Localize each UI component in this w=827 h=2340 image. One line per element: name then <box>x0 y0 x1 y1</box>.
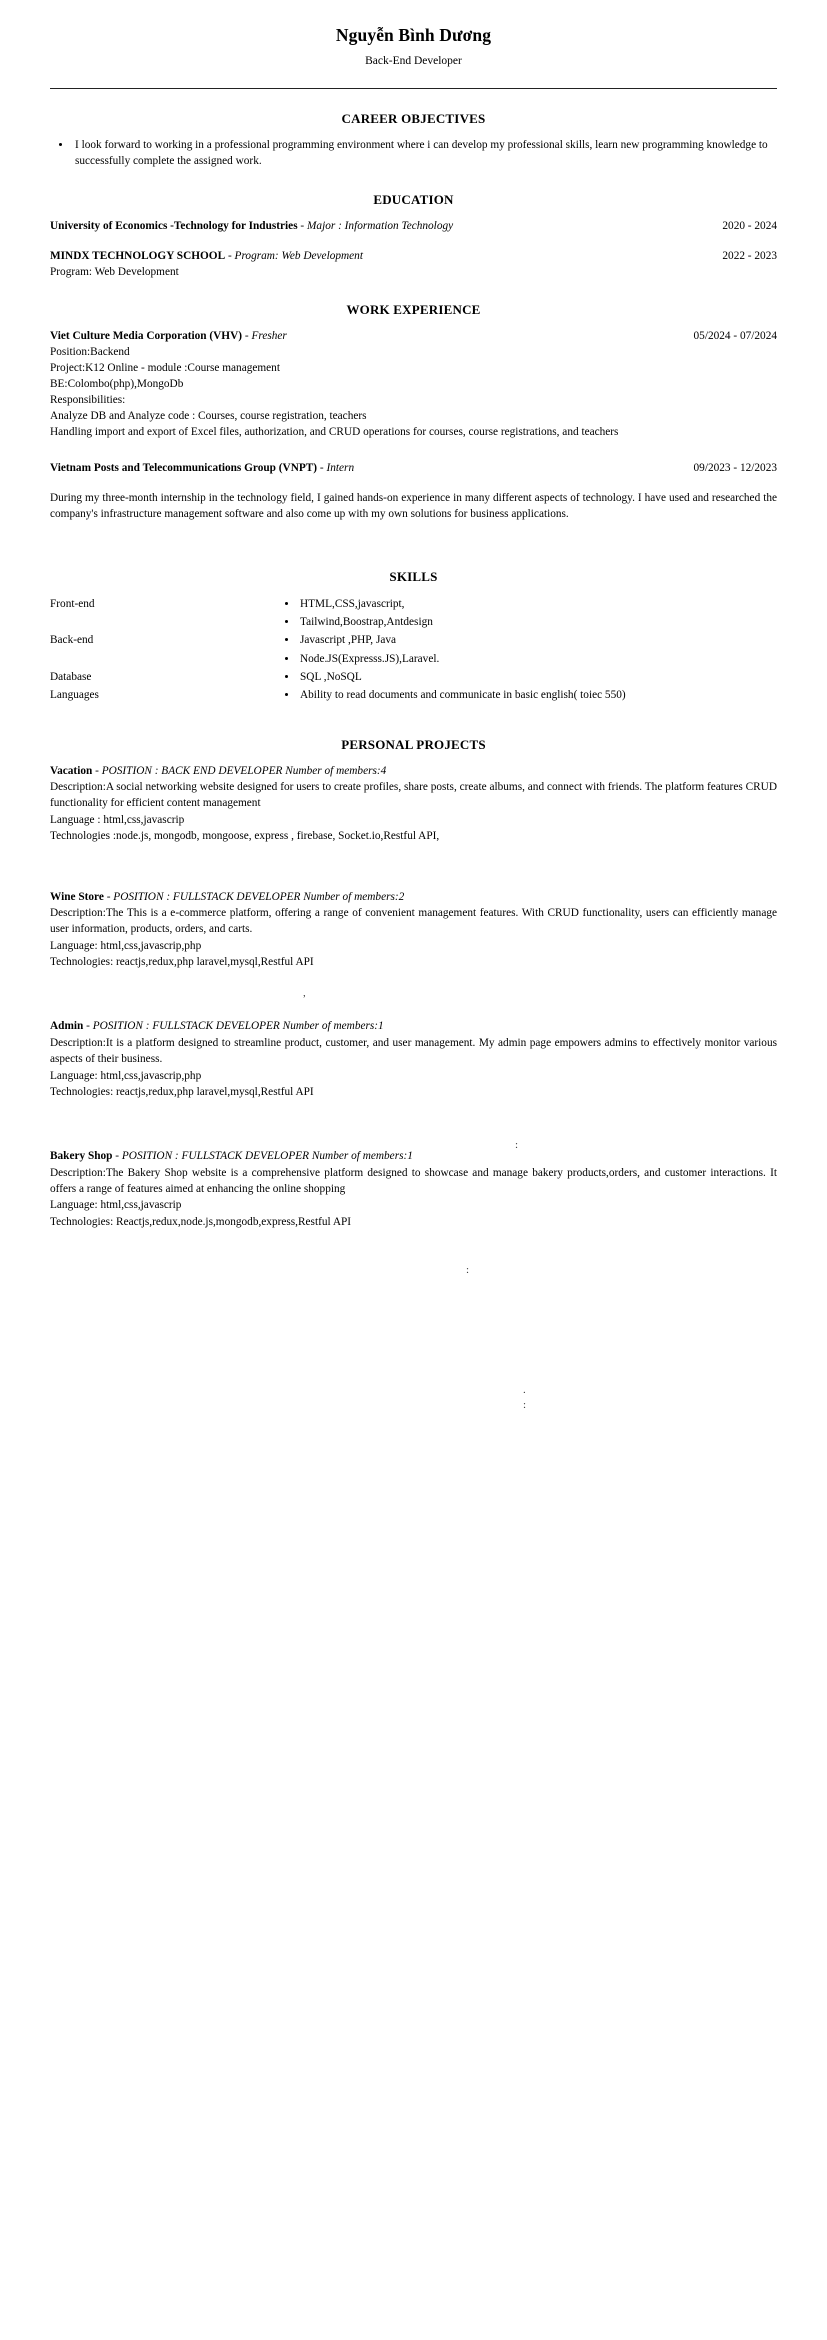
list-item: • Javascript ,PHP, Java <box>298 631 777 649</box>
spacer <box>50 974 777 996</box>
project-technologies: Technologies: reactjs,redux,php laravel,mysql,Restful API <box>50 1085 314 1098</box>
skill-category-label: Back-end <box>50 634 94 647</box>
project-language: Language: html,css,javascrip <box>50 1199 182 1212</box>
skill-row <box>50 595 777 632</box>
work-paragraph: During my three-month internship in the technology field, I gained hands-on experience in many different aspects of technology. I have used and researched the company's infrastructure management software and also come up with my own solutions for business applications. <box>50 492 777 521</box>
skill-items <box>282 668 777 686</box>
project-members: Number of members:2 <box>303 890 405 903</box>
project-name: Admin <box>50 1020 84 1033</box>
project-head <box>50 763 777 779</box>
education-entry-head <box>50 218 777 234</box>
project-description: Description:A social networking website designed for users to create profiles, share posts, create albums, and connect with friends. The platform features CRUD functionality for efficient content management <box>50 781 777 810</box>
project-technologies: Technologies: reactjs,redux,php laravel,mysql,Restful API <box>50 956 314 968</box>
project-separator: - <box>112 1150 122 1163</box>
header-divider <box>50 88 777 89</box>
list-item: • Tailwind,Boostrap,Antdesign <box>298 613 777 631</box>
work-entry-head <box>50 328 777 344</box>
project-head <box>50 1148 777 1164</box>
education-extra: Program: Web Development <box>50 265 179 278</box>
resume-content <box>50 0 777 1230</box>
skills-table <box>50 595 777 705</box>
spacer <box>50 705 777 715</box>
spacer <box>50 996 777 1018</box>
skill-items <box>282 631 777 668</box>
project-name: Bakery Shop <box>50 1150 113 1163</box>
project-members: Number of members:4 <box>285 764 387 777</box>
education-entry-head <box>50 248 777 264</box>
work-date: 05/2024 - 07/2024 <box>693 329 777 342</box>
list-item: • I look forward to working in a professional programming environment where i can develop my professional skills, learn new programming knowledge to successfully complete the assigned work. <box>72 137 777 170</box>
section-education <box>50 192 777 280</box>
section-title-work: WORK EXPERIENCE <box>346 301 481 317</box>
education-school: University of Economics -Technology for Industries <box>50 219 298 232</box>
stray-mark: : <box>523 1399 527 1411</box>
project-head <box>50 1018 777 1034</box>
objectives-list <box>50 137 777 170</box>
work-entry-head <box>50 460 777 476</box>
skill-category-label: Database <box>50 671 92 684</box>
section-title-objectives: CAREER OBJECTIVES <box>341 111 486 126</box>
spacer <box>50 1126 777 1148</box>
section-title-skills: SKILLS <box>389 568 438 584</box>
spacer <box>50 529 777 547</box>
skill-row <box>50 686 777 704</box>
section-title-education: EDUCATION <box>373 191 454 207</box>
resume-header <box>50 0 777 89</box>
spacer <box>50 446 777 460</box>
work-date: 09/2023 - 12/2023 <box>693 462 777 475</box>
education-entry-title <box>50 248 722 264</box>
section-personal-projects <box>50 705 777 1231</box>
work-company: Vietnam Posts and Telecommunications Group (VNPT) <box>50 462 318 475</box>
project-position: POSITION : FULLSTACK DEVELOPER <box>113 890 301 903</box>
list-item: • Ability to read documents and communicate in basic english( toiec 550) <box>298 686 777 704</box>
spacer <box>50 871 777 889</box>
project-technologies: Technologies: Reactjs,redux,node.js,mongodb,express,Restful API <box>50 1215 352 1228</box>
work-detail-line: Project:K12 Online - module :Course management <box>50 361 280 374</box>
work-entry-body <box>50 344 777 440</box>
stray-mark: . <box>523 1384 526 1396</box>
project-separator: - <box>103 890 114 903</box>
work-role: Intern <box>326 462 355 475</box>
list-item: • HTML,CSS,javascript, <box>298 595 777 613</box>
skill-items <box>282 686 777 704</box>
list-item: • SQL ,NoSQL <box>298 668 777 686</box>
project-members: Number of members:1 <box>311 1150 413 1163</box>
project-position: POSITION : FULLSTACK DEVELOPER <box>92 1020 280 1033</box>
project-members: Number of members:1 <box>282 1020 384 1033</box>
list-item: • Node.JS(Expresss.JS),Laravel. <box>298 650 777 668</box>
project-language: Language: html,css,javascrip,php <box>50 939 202 952</box>
project-entry <box>50 889 777 971</box>
section-career-objectives <box>50 111 777 170</box>
project-description: Description:The Bakery Shop website is a comprehensive platform designed to showcase and manage bakery products,orders, and customer interactions. It offers a range of features aimed at enhancing the online shopping <box>50 1166 777 1195</box>
project-separator: - <box>92 764 102 777</box>
work-role: Fresher <box>251 329 287 342</box>
work-detail-line: Position:Backend <box>50 345 130 358</box>
work-entry-title <box>50 460 694 476</box>
section-skills <box>50 529 777 705</box>
skill-category-label: Front-end <box>50 597 95 610</box>
work-entry <box>50 460 777 523</box>
education-detail: Major : Information Technology <box>307 219 454 232</box>
spacer <box>50 1104 777 1126</box>
education-date: 2022 - 2023 <box>722 249 777 262</box>
project-name: Wine Store <box>50 890 104 903</box>
section-work-experience <box>50 302 777 523</box>
education-entry <box>50 248 777 280</box>
project-position: POSITION : BACK END DEVELOPER <box>101 764 283 777</box>
education-separator: - <box>225 249 235 262</box>
work-entry-title <box>50 328 694 344</box>
work-separator: - <box>317 462 327 475</box>
work-detail-line: Analyze DB and Analyze code : Courses, course registration, teachers <box>50 410 367 422</box>
project-description: Description:It is a platform designed to streamline product, customer, and user management. My admin page empowers admins to effectively monitor various aspects of their business. <box>50 1036 777 1066</box>
project-technologies: Technologies :node.js, mongodb, mongoose, express , firebase, Socket.io,Restful API, <box>50 830 440 843</box>
spacer <box>50 476 777 490</box>
project-language: Language : html,css,javascrip <box>50 813 185 826</box>
project-language: Language: html,css,javascrip,php <box>50 1069 202 1082</box>
candidate-name: Nguyễn Bình Dương <box>335 25 492 45</box>
education-separator: - <box>297 219 308 232</box>
stray-mark: : <box>515 1139 519 1151</box>
project-name: Vacation <box>50 764 93 777</box>
education-entry-title <box>50 218 722 234</box>
stray-mark: : <box>466 1264 470 1276</box>
work-detail-line: Responsibilities: <box>50 393 126 406</box>
work-separator: - <box>242 329 252 342</box>
education-school: MINDX TECHNOLOGY SCHOOL <box>50 249 226 262</box>
project-separator: - <box>83 1020 93 1033</box>
section-title-projects: PERSONAL PROJECTS <box>341 736 486 752</box>
spacer <box>50 849 777 871</box>
education-date: 2020 - 2024 <box>722 219 777 232</box>
skill-items <box>282 595 777 632</box>
education-detail: Program: Web Development <box>234 249 363 262</box>
project-head <box>50 889 777 905</box>
candidate-role: Back-End Developer <box>365 54 462 67</box>
work-detail-line: BE:Colombo(php),MongoDb <box>50 377 184 390</box>
project-position: POSITION : FULLSTACK DEVELOPER <box>121 1150 310 1163</box>
project-description: Description:The This is a e-commerce platform, offering a range of convenient management features. With CRUD functionality, users can efficiently manage user information, products, orders, and carts. <box>50 906 777 936</box>
work-company: Viet Culture Media Corporation (VHV) <box>50 329 243 342</box>
project-entry <box>50 763 777 845</box>
skill-row <box>50 631 777 668</box>
stray-mark: , <box>303 987 306 999</box>
work-detail-line: Handling import and export of Excel files, authorization, and CRUD operations for courses, course registrations, and teachers <box>50 426 619 439</box>
project-entry <box>50 1018 777 1100</box>
work-entry <box>50 328 777 440</box>
skill-row <box>50 668 777 686</box>
skill-category-label: Languages <box>50 689 99 702</box>
education-entry <box>50 218 777 234</box>
project-entry <box>50 1148 777 1230</box>
